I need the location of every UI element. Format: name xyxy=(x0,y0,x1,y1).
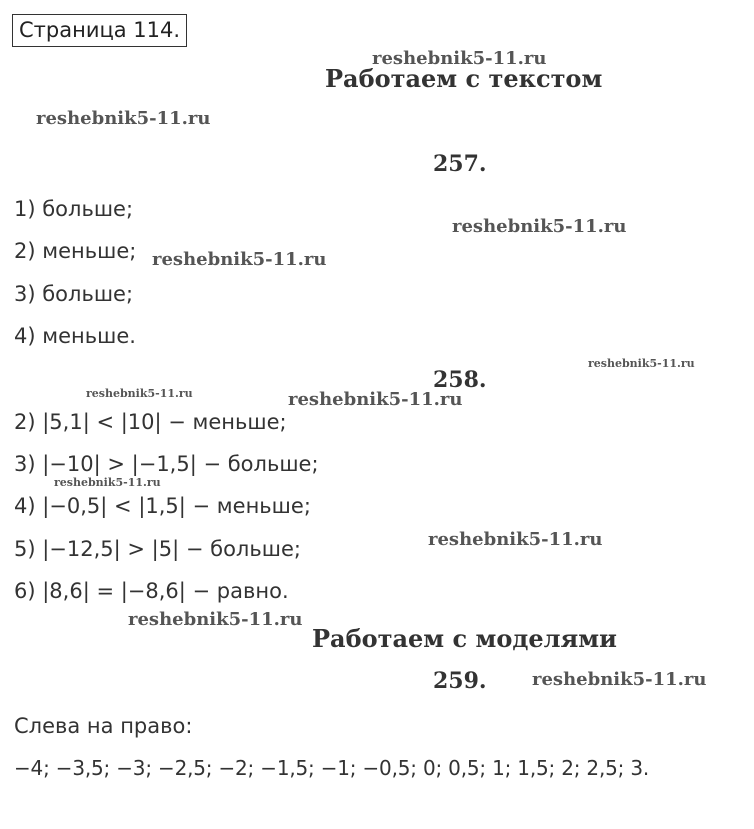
watermark: reshebnik5-11.ru xyxy=(36,108,211,129)
watermark: reshebnik5-11.ru xyxy=(452,216,627,237)
page-number-badge: Страница 114. xyxy=(12,14,187,47)
task-259-sequence: −4; −3,5; −3; −2,5; −2; −1,5; −1; −0,5; 0; 0,5; 1; 1,5; 2; 2,5; 3. xyxy=(14,756,650,780)
watermark: reshebnik5-11.ru xyxy=(288,389,463,410)
task-257-answer-4: 4) меньше. xyxy=(14,324,136,348)
watermark: reshebnik5-11.ru xyxy=(588,357,695,370)
watermark: reshebnik5-11.ru xyxy=(86,387,193,400)
task-258-answer-5: 5) |−12,5| > |5| − больше; xyxy=(14,537,301,561)
task-259-intro: Слева на право: xyxy=(14,714,193,738)
watermark: reshebnik5-11.ru xyxy=(532,669,707,690)
watermark: reshebnik5-11.ru xyxy=(152,249,327,270)
section-heading-text-work: Работаем с текстом xyxy=(325,64,603,93)
task-number-257: 257. xyxy=(433,151,487,177)
watermark: reshebnik5-11.ru xyxy=(128,609,303,630)
task-number-259: 259. xyxy=(433,668,487,694)
task-number-258: 258. xyxy=(433,367,487,393)
task-258-answer-2: 2) |5,1| < |10| − меньше; xyxy=(14,410,287,434)
section-heading-model-work: Работаем с моделями xyxy=(312,624,617,653)
task-258-answer-3: 3) |−10| > |−1,5| − больше; xyxy=(14,452,319,476)
watermark: reshebnik5-11.ru xyxy=(428,529,603,550)
task-257-answer-1: 1) больше; xyxy=(14,197,134,221)
task-257-answer-3: 3) больше; xyxy=(14,282,134,306)
task-257-answer-2: 2) меньше; xyxy=(14,239,137,263)
task-258-answer-6: 6) |8,6| = |−8,6| − равно. xyxy=(14,579,289,603)
task-258-answer-4: 4) |−0,5| < |1,5| − меньше; xyxy=(14,494,311,518)
watermark: reshebnik5-11.ru xyxy=(54,476,161,489)
watermark: reshebnik5-11.ru xyxy=(372,48,547,69)
